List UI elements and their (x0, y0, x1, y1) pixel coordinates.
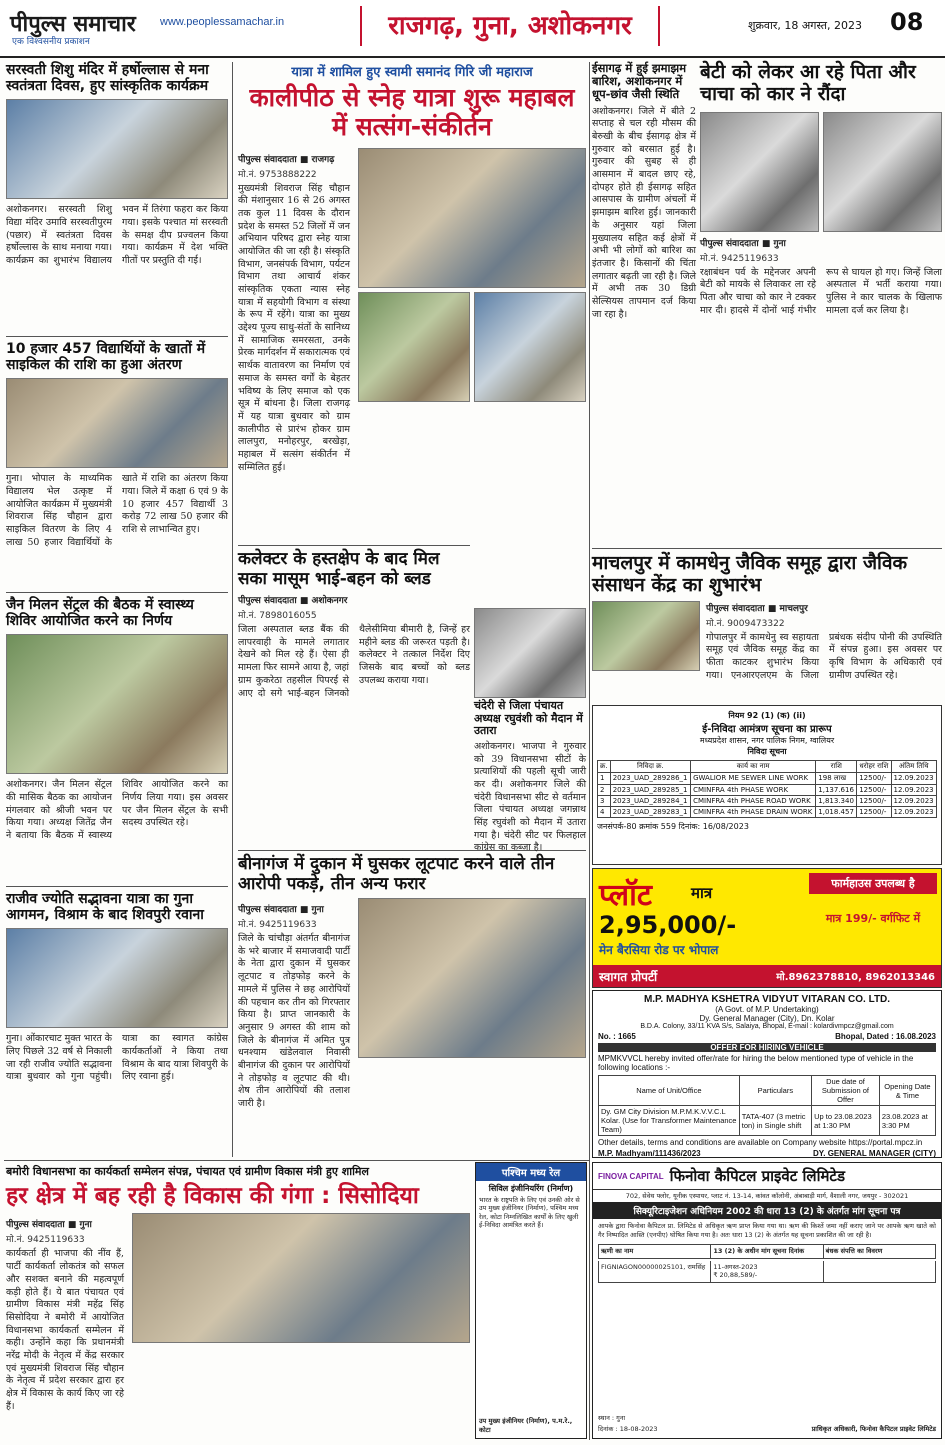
story-isagarh (592, 62, 696, 542)
table-cell: CMINFRA 4th PHASE ROAD WORK (691, 796, 816, 807)
farmhouse-price: मात्र 199/- वर्गफिट में (825, 912, 921, 925)
table-cell: 12500/- (857, 807, 891, 818)
tender-table (597, 760, 937, 818)
table-cell: 12500/- (857, 785, 891, 796)
story-body: मुख्यमंत्री शिवराज सिंह चौहान की मंशानुसार 16 से 26 अगस्त तक कुल 11 दिवस के दौरान प्रदेश के समस्त 52 जिलों में जन अभियान परिषद द्वारा स्नेह यात्रा आयोजित की जा रही है। संस्कृति विभाग, जनसंपर्क विभाग, पर्यटन विभाग तथा आचार्य शंकर सांस्कृतिक एकता न्यास स्नेह यात्रा में सहयोगी विभाग व संस्था के रूप में रहेंगे। यात्रा का मुख्य उद्देश्य पूज्य साधु-संतों के सानिध्य में सामाजिक समरसता, उनके प्रेरक मार्गदर्शन में सकारात्मक एवं सार्थक वातावरण का निर्माण एवं समाज के समस्त वर्गों के बेहतर भविष्य के लिए समाज को एक सूत्र में बांधना है। जिला राजगढ़ में यह यात्रा बुधवार को ग्राम कालीपीठ से प्रारंभ होकर ग्राम लालपुरा, मनोहरपुर, बरखेड़ा, महाबल में सत्संग संकीर्तन में सम्मिलित हुई। (238, 182, 350, 473)
table-header: अंतिम तिथि (891, 761, 936, 773)
finova-borrower: FIGNIAGON00000025101, रामसिंह (599, 1261, 711, 1282)
story-body: गोपालपुर में कामधेनु स्व सहायता समूह एवं जैविक समूह केंद्र का फीता काटकर शुभारंभ किया गया। एनआरएलएम के जिला प्रबंधक संदीप पोनी की उपस्थिति में संपन्न हुआ। इस अवसर पर कृषि विभाग के अधिकारी एवं ग्रामीण उपस्थित रहे। (706, 631, 942, 681)
table-cell: 23.08.2023 at 3:30 PM (879, 1106, 935, 1136)
offer-table (598, 1075, 936, 1136)
notice-no: No. : 1665 (598, 1032, 636, 1041)
table-row (598, 773, 937, 785)
story-body: गुना। ओंकारचाट मुक्त भारत के लिए पिछले 32 वर्ष से निकाली जा रही राजीव ज्योति सद्भावना यात्रा बुधवार को गुना पहुंची। यात्रा का स्वागत कांग्रेस कार्यकर्ताओं ने किया तथा विश्राम के बाद यात्रा शिवपुरी के लिए रवाना हुई। (6, 1033, 228, 1083)
table-cell: 3 (598, 796, 611, 807)
table-cell: 198 लाख (816, 773, 857, 785)
byline: पीपुल्स संवाददाता ■ गुना (238, 905, 324, 916)
mobile-number: मो.नं. 9425119633 (700, 253, 779, 264)
story-body: जिला अस्पताल ब्लड बैंक की लापरवाही के मामले लगातार देखने को मिल रहे हैं। ऐसा ही मामला फिर सामने आया है, जहां ग्राम कुकरेठा तहसील पिपरई से आए दो सगे भाई-बहन जिनको थैलेसीमिया बीमारी है, जिन्हें हर महीने ब्लड की जरूरत पड़ती है। कलेक्टर ने तत्काल निर्देश दिए जिसके बाद बच्चों को ब्लड उपलब्ध कराया गया। (238, 624, 470, 699)
story-collector (238, 545, 470, 845)
region-title: राजगढ़, गुना, अशोकनगर (360, 6, 660, 46)
plot-title: प्लॉट (599, 878, 653, 913)
logo-tagline: एक विश्वसनीय प्रकाशन (12, 37, 90, 47)
headline: ईसागढ़ में हुई झमाझम बारिश, अशोकनगर में धूप-छांव जैसी स्थिति (592, 61, 687, 102)
photo (700, 112, 819, 232)
table-header: राशि (816, 761, 857, 773)
table-cell: 12500/- (857, 773, 891, 785)
table-header: Particulars (739, 1076, 811, 1106)
offer-note: Other details, terms and conditions are available on Company website https://portal.mpcz.in (598, 1138, 923, 1147)
table-header: कार्य का नाम (691, 761, 816, 773)
table-header: Due date of Submission of Offer (812, 1076, 880, 1106)
table-cell: 2023_UAD_289284_1 (610, 796, 690, 807)
finova-body: आपके द्वारा फिनोवा कैपिटल प्रा. लिमिटेड से अधिकृत ऋण प्राप्त किया गया था। ऋण की किश्तें जमा नहीं कराए जाने पर आपके ऋण खाते को गैर निष्पादित आस्ति (एनपीए) घोषित किया गया है। अतः धारा 13 (2) के अंतर्गत यह सूचना प्रकाशित की जा रही है। (598, 1222, 936, 1239)
company-name: M.P. MADHYA KSHETRA VIDYUT VITARAN CO. LTD. (643, 994, 891, 1005)
plot-price-prefix: मात्र (691, 884, 713, 902)
table-header: Name of Unit/Office (599, 1076, 740, 1106)
finova-logo: FINOVA CAPITAL (598, 1171, 664, 1181)
table-row (598, 807, 937, 818)
table-cell: 12.09.2023 (891, 807, 936, 818)
table-header: निविदा क्र. (610, 761, 690, 773)
finova-col-property: बंधक संपत्ति का विवरण (825, 1247, 883, 1256)
headline: बेटी को लेकर आ रहे पिता और चाचा को कार ने रौंदा (700, 61, 916, 105)
table-row (598, 796, 937, 807)
story-rajiv (6, 886, 228, 1154)
website-link[interactable]: www.peoplessamachar.in (160, 16, 285, 28)
story-independence (6, 62, 228, 332)
kicker: यात्रा में शामिल हुए स्वामी समानंद गिरि जी महाराज (291, 65, 533, 80)
kicker: बमोरी विधानसभा का कार्यकर्ता सम्मेलन संपन्न, पंचायत एवं ग्रामीण विकास मंत्री हुए शामिल (6, 1165, 369, 1178)
offer-ref: M.P. Madhyam/111436/2023 (598, 1149, 701, 1158)
page-number: 08 (890, 8, 924, 36)
offer-sign: DY. GENERAL MANAGER (CITY) (813, 1149, 936, 1158)
story-raghuvanshi (474, 699, 586, 854)
offer-title: OFFER FOR HIRING VEHICLE (598, 1043, 936, 1052)
byline: पीपुल्स संवाददाता ■ गुना (6, 1220, 92, 1231)
railway-title: पश्चिम मध्य रेल (476, 1163, 586, 1181)
table-header: Opening Date & Time (879, 1076, 935, 1106)
headline: कालीपीठ से स्नेह यात्रा शुरू महाबल में सत्संग-संकीर्तन (249, 83, 575, 141)
table-cell: 1 (598, 773, 611, 785)
story-sisodia (6, 1164, 470, 1440)
table-cell: 1,018.457 (816, 807, 857, 818)
story-body: गुना। भोपाल के माध्यमिक विद्यालय भेल उत्कृष्ट में आयोजित कार्यक्रम में मुख्यमंत्री शिवराज सिंह चौहान द्वारा साइकिल वितरण के लिए 4 लाख 50 हजार विद्यार्थियों के खाते में राशि का अंतरण किया गया। जिले में कक्षा 6 एवं 9 के 10 हजार 457 विद्यार्थी 3 करोड़ 72 लाख 50 हजार की राशि से लाभान्वित हुए। (6, 473, 228, 548)
table-cell: 1,137.616 (816, 785, 857, 796)
finova-amount: ₹ 20,88,589/- (713, 1271, 758, 1280)
notice-date: Bhopal, Dated : 16.08.2023 (835, 1032, 936, 1041)
finova-sign: प्राधिकृत अधिकारी, फिनोवा कैपिटल प्राइवेट लिमिटेड (811, 1424, 936, 1433)
plot-brand: स्वागत प्रोपर्टी (599, 970, 658, 984)
railway-body: भारत के राष्ट्रपति के लिए एवं उनकी ओर से उप मुख्य इंजीनियर (निर्माण), पश्चिम मध्य रेल, कोटा निम्नलिखित कार्यों के लिए खुली ई-निविदा आमंत्रित करते हैं। (479, 1196, 580, 1230)
headline: बीनागंज में दुकान में घुसकर लूटपाट करने वाले तीन आरोपी पकड़े, तीन अन्य फरार (238, 854, 555, 894)
railway-sub: सिविल इंजीनियरिंग (निर्माण) (488, 1184, 574, 1193)
plot-price: 2,95,000/- (599, 911, 737, 939)
headline: हर क्षेत्र में बह रही है विकास की गंगा : सिसोदिया (6, 1183, 419, 1209)
photo (823, 112, 942, 232)
table-cell: 12.09.2023 (891, 773, 936, 785)
mobile-number: मो.नं. 9753888222 (238, 169, 317, 180)
story-cycle (6, 336, 228, 588)
table-cell: 2023_UAD_289286_1 (610, 773, 690, 785)
column-rule (589, 62, 590, 1440)
mobile-number: मो.नं. 9009473322 (706, 618, 785, 629)
headline: 10 हजार 457 विद्यार्थियों के खातों में साइकिल की राशि का हुआ अंतरण (6, 341, 206, 374)
photo (358, 292, 470, 402)
story-body: अशोकनगर। जिले में बीते 2 सप्ताह से चल रही मौसम की बेरुखी के बीच ईसागढ़ क्षेत्र में गुरुवार को बरसात हुई है। गुरुवार की सुबह से ही आसमान में बादल छाए रहे, दोपहर होते ही ईसागढ़ सहित आसपास के ग्रामीण अंचलों में झमाझम बारिश हुई। जानकारी के अनुसार यहां जिला मुख्यालय सहित कई क्षेत्रों में अभी भी लोगों को बारिश का इंतजार है। किसानों की चिंता लगातार बढ़ती जा रही है। जिले में अभी तक 30 डिग्री सेल्सियस तापमान दर्ज किया जा रहा है। (592, 105, 696, 320)
plot-footer-band (593, 965, 941, 987)
finova-property (824, 1261, 935, 1282)
table-header: क्र. (598, 761, 611, 773)
story-kamdhenu (592, 548, 942, 703)
finova-place: स्थान : गुना (598, 1413, 626, 1422)
byline: पीपुल्स संवाददाता ■ गुना (700, 238, 786, 249)
photo (6, 928, 228, 1028)
photo (474, 292, 586, 402)
photo (474, 608, 586, 698)
section-rule (4, 1160, 589, 1161)
story-beenaganj (238, 850, 586, 1155)
plot-ad (592, 868, 942, 988)
photo (358, 898, 586, 1058)
photo (6, 378, 228, 468)
photo (132, 1213, 470, 1343)
photo (6, 99, 228, 199)
farmhouse-label: फार्महाउस उपलब्ध है (809, 873, 937, 894)
plot-location: मेन बैरसिया रोड पर भोपाल (599, 943, 719, 957)
table-cell: Up to 23.08.2023 at 1:30 PM (812, 1106, 880, 1136)
table-cell: 2023_UAD_289283_1 (610, 807, 690, 818)
table-cell: 1,813.340 (816, 796, 857, 807)
story-jain (6, 592, 228, 882)
story-body: अशोकनगर। भाजपा ने गुरुवार को 39 विधानसभा सीटों के प्रत्याशियों की पहली सूची जारी कर दी। अशोकनगर जिले की चंदेरी विधानसभा सीट से वर्तमान जिला पंचायत अध्यक्ष जगन्नाथ सिंह रघुवंशी को मैदान में उतारा गया है। चंदेरी सीट पर फिलहाल कांग्रेस का कब्जा है। (474, 740, 586, 854)
table-cell: 4 (598, 807, 611, 818)
headline: कलेक्टर के हस्तक्षेप के बाद मिल सका मासूम भाई-बहन को ब्लड (238, 549, 440, 589)
table-cell: CMINFRA 4th PHASE WORK (691, 785, 816, 796)
finova-notice: सिक्यूरिटाइजेशन अधिनियम 2002 की धारा 13 (2) के अंतर्गत मांग सूचना पत्र (593, 1202, 941, 1219)
tender-notice: निविदा सूचना (747, 747, 787, 756)
story-kalipeeth (238, 62, 586, 540)
byline: पीपुल्स संवाददाता ■ माचलपुर (706, 603, 808, 614)
tender-subtitle: नियम 92 (1) (क) (ii) (728, 711, 806, 720)
story-body: अशोकनगर। सरस्वती शिशु विद्या मंदिर उमावि सरस्वतीपुरम (पछार) में स्वतंत्रता दिवस हर्षोल्लास के साथ मनाया गया। कार्यक्रम का शुभारंभ विद्यालय भवन में तिरंगा फहरा कर किया गया। इसके पश्चात मां सरस्वती के समक्ष दीप प्रज्वलन किया गया। कार्यक्रम में देश भक्ति गीतों पर प्रस्तुति दी गई। (6, 204, 228, 266)
finova-title: फिनोवा कैपिटल प्राइवेट लिमिटेड (669, 1167, 846, 1185)
byline: पीपुल्स संवाददाता ■ अशोकनगर (238, 596, 348, 607)
story-body: कार्यकर्ता ही भाजपा की नींव हैं, पार्टी कार्यकर्ता लोकतंत्र को सफल और सशक्त बनाने की महत्वपूर्ण कड़ी होते हैं। ये बात पंचायत एवं ग्रामीण विकास मंत्री महेंद्र सिंह सिसोदिया ने बमोरी में आयोजित विधानसभा कार्यकर्ता सम्मेलन में कही। उन्होंने कहा कि प्रधानमंत्री नरेंद्र मोदी के नेतृत्व में केंद्र सरकार एवं मुख्यमंत्री शिवराज सिंह चौहान के नेतृत्व में प्रदेश सरकार द्वारा हर क्षेत्र में विकास के कार्य किए जा रहे हैं। (6, 1248, 124, 1412)
masthead (0, 0, 945, 58)
story-accident (700, 62, 942, 542)
mpkvv-notice-ad (592, 990, 942, 1158)
tender-title: ई-निविदा आमंत्रण सूचना का प्रारूप (702, 724, 832, 735)
headline: जैन मिलन सेंट्रल की बैठक में स्वास्थ्य शिविर आयोजित करने का निर्णय (6, 597, 194, 630)
table-cell: GWALIOR ME SEWER LINE WORK (691, 773, 816, 785)
photo (358, 148, 586, 288)
table-cell: TATA-407 (3 metric ton) in Single shift (739, 1106, 811, 1136)
finova-col-date: 13 (2) के अधीन मांग सूचना दिनांक (711, 1245, 823, 1257)
story-body: जिले के चांचौड़ा अंतर्गत बीनागंज के भरे बाजार में समाजवादी पार्टी के नेता द्वारा दुकान में घुसकर लूटपाट व तोड़फोड़ करने के मामले में पुलिस ने छह आरोपियों की पहचान कर तीन को गिरफ्तार किया है। प्राप्त जानकारी के अनुसार 9 अगस्त की शाम को जिले के बीनागंज में अमित पुत्र धनश्याम खंडेलवाल निवासी बीनागंज की दुकान पर आरोपियों ने तोड़फोड़ व लूटपाट की थी। शेष तीन आरोपियों की तलाश जारी है। (238, 933, 350, 1110)
tender-notice-ad (592, 705, 942, 865)
finova-dated: दिनांक : 18-08-2023 (598, 1424, 658, 1433)
offer-intro: MPMKVVCL hereby invited offer/rate for hiring the below mentioned type of vehicle in the following locations :- (598, 1054, 914, 1072)
table-cell: 2023_UAD_289285_1 (610, 785, 690, 796)
headline: चंदेरी से जिला पंचायत अध्यक्ष रघुवंशी को मैदान में उतारा (474, 699, 583, 738)
column-rule (232, 62, 233, 1157)
story-body: रक्षाबंधन पर्व के मद्देनजर अपनी बेटी को मायके से लिवाकर ला रहे पिता और चाचा को कार ने टक्कर मार दी। हादसे में दोनों भाई गंभीर रूप से घायल हो गए। जिन्हें जिला अस्पताल में भर्ती कराया गया। पुलिस ने कार चालक के खिलाफ मामला दर्ज कर लिया है। (700, 266, 942, 316)
photo (592, 601, 700, 671)
company-office: Dy. General Manager (City), Dn. Kolar (699, 1014, 835, 1023)
company-address: B.D.A. Colony, 33/11 KVA S/s, Salaiya, Bhopal, E-mail : kolardivmpcz@gmail.com (640, 1023, 894, 1030)
finova-date: 11-अगस्त-2023 (713, 1262, 758, 1271)
table-cell: Dy. GM City Division M.P.M.K.V.V.C.L Kolar. (Use for Transformer Maintenance Team) (599, 1106, 740, 1136)
finova-col-borrower: ऋणी का नाम (599, 1245, 711, 1257)
company-sub: (A Govt. of M.P. Undertaking) (715, 1005, 819, 1014)
table-row (598, 785, 937, 796)
table-cell: CMINFRA 4th PHASE DRAIN WORK (691, 807, 816, 818)
headline: राजीव ज्योति सद्भावना यात्रा का गुना आगमन, विश्राम के बाद शिवपुरी रवाना (6, 891, 204, 924)
story-body: अशोकनगर। जैन मिलन सेंट्रल की मासिक बैठक का आयोजन मंगलवार को श्रीजी भवन पर किया गया। अध्यक्ष जितेंद्र जैन ने बताया कि बैठक में स्वास्थ्य शिविर आयोजित करने का निर्णय लिया गया। इस अवसर पर जैन मिलन सेंट्रल के सभी सदस्य उपस्थित रहे। (6, 779, 228, 841)
table-header: धरोहर राशि (857, 761, 891, 773)
mobile-number: मो.नं. 9425119633 (238, 920, 317, 931)
headline: सरस्वती शिशु मंदिर में हर्षोल्लास से मना स्वतंत्रता दिवस, हुए सांस्कृतिक कार्यक्रम (6, 62, 209, 95)
tender-footer: जनसंपर्क-80 क्रमांक 559 दिनांक: 16/08/2023 (597, 822, 749, 831)
table-cell: 12500/- (857, 796, 891, 807)
railway-tender-ad (475, 1162, 587, 1439)
table-row (599, 1106, 936, 1136)
mobile-number: मो.नं. 9425119633 (6, 1235, 85, 1246)
headline: माचलपुर में कामधेनु जैविक समूह द्वारा जैविक संसाधन केंद्र का शुभारंभ (592, 552, 908, 596)
table-cell: 12.09.2023 (891, 785, 936, 796)
finova-address: 702, सेवेथ फ्लोर, यूनीक एस्पायर, प्लाट नं. 13-14, कांवत कॉलोनी, अंबाबाड़ी मार्ग, वैशाली नगर, जयपुर - 302021 (625, 1192, 909, 1200)
photo (6, 634, 228, 774)
table-cell: 2 (598, 785, 611, 796)
railway-footer: उप मुख्य इंजीनियर (निर्माण), प.म.रे., कोटा (479, 1417, 573, 1434)
issue-date: शुक्रवार, 18 अगस्त, 2023 (748, 19, 863, 32)
tender-office: मध्यप्रदेश शासन, नगर पालिक निगम, ग्वालियर (699, 736, 835, 745)
finova-notice-ad (592, 1162, 942, 1439)
mobile-number: मो.नं. 7898016055 (238, 611, 317, 622)
logo: पीपुल्स समाचार (10, 12, 136, 37)
byline: पीपुल्स संवाददाता ■ राजगढ़ (238, 154, 335, 165)
plot-phone: मो.8962378810, 8962013346 (776, 972, 935, 983)
table-cell: 12.09.2023 (891, 796, 936, 807)
